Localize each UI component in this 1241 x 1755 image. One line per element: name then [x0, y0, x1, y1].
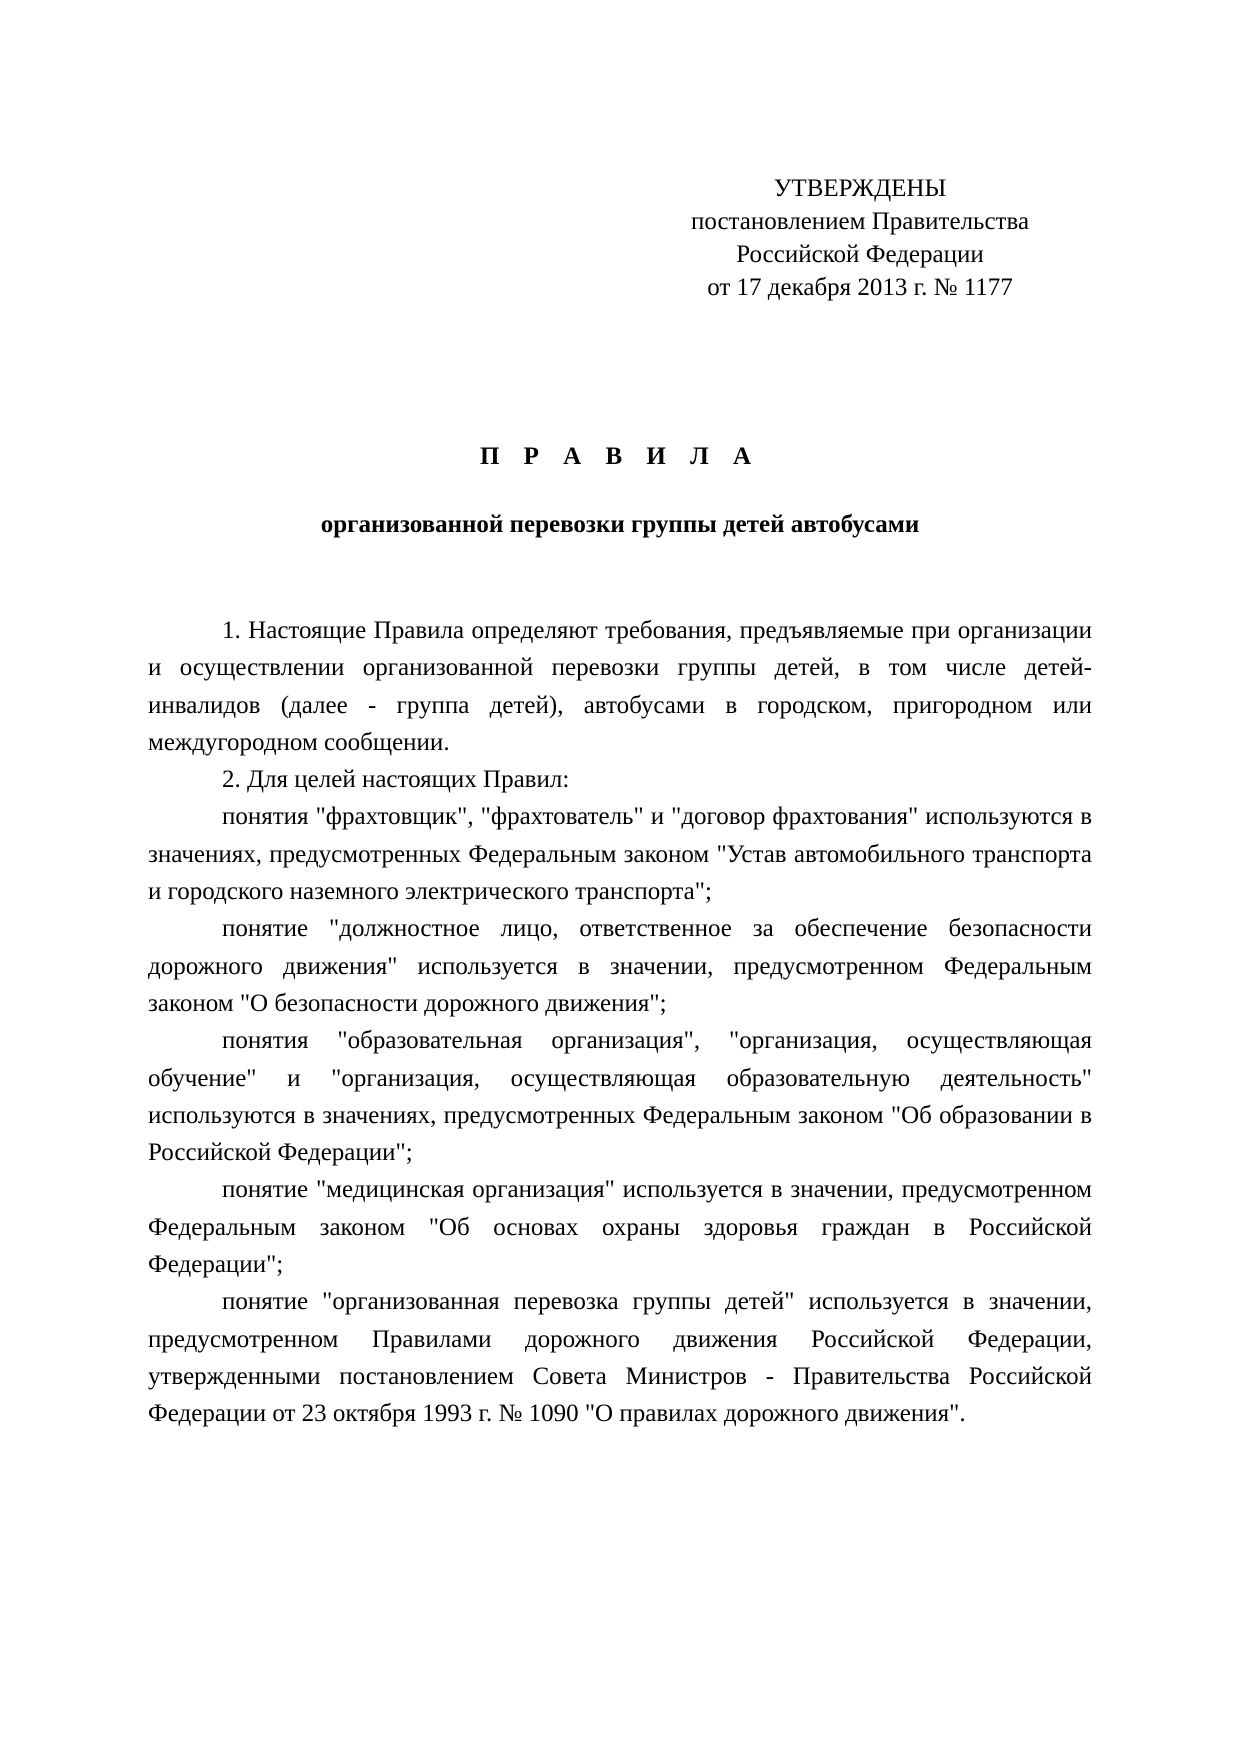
paragraph-definition-organized-transport: понятие "организованная перевозка группы детей" используется в значении, предусмотренном Правилами дорожного движения Российской Федерации, утвержденными постановлением Совета Министров - Правительства Российской Федерации от 23 октября 1993 г. № 1090 "О правилах дорожного движения". [148, 1288, 1092, 1428]
paragraph-definition-education: понятия "образовательная организация", "организация, осуществляющая обучение" и "организация, осуществляющая образовательную деятельность" используются в значениях, предусмотренных Федеральным законом "Об образовании в Российской Федерации"; [148, 1027, 1092, 1167]
document-body [148, 612, 1092, 1433]
paragraph-definition-charter: понятия "фрахтовщик", "фрахтователь" и "договор фрахтования" используются в значениях, предусмотренных Федеральным законом "Устав автомобильного транспорта и городского наземного электрического транспорта"; [148, 803, 1092, 906]
approval-line-date-number: от 17 декабря 2013 г. № 1177 [707, 274, 1013, 301]
paragraph-2: 2. Для целей настоящих Правил: [222, 766, 570, 794]
approval-line-country: Российской Федерации [736, 241, 984, 268]
approval-heading: УТВЕРЖДЕНЫ [773, 175, 947, 202]
paragraph-definition-safety-officer: понятие "должностное лицо, ответственное за обеспечение безопасности дорожного движения" используется в значении, предусмотренном Федеральным законом "О безопасности дорожного движения"; [148, 915, 1092, 1017]
paragraph-1: 1. Настоящие Правила определяют требования, предъявляемые при организации и осуществлении организованной перевозки группы детей, в том числе детей-инвалидов (далее - группа детей), автобусами в городском, пригородном или междугородном сообщении. [148, 617, 1092, 756]
approval-block [640, 172, 1080, 304]
document-subtitle: организованной перевозки группы детей автобусами [320, 511, 920, 538]
paragraph-definition-medical: понятие "медицинская организация" используется в значении, предусмотренном Федеральным законом "Об основах охраны здоровья граждан в Российской Федерации"; [148, 1176, 1092, 1279]
document-title: П Р А В И Л А [479, 443, 761, 470]
approval-line-decree: постановлением Правительства [690, 208, 1030, 235]
